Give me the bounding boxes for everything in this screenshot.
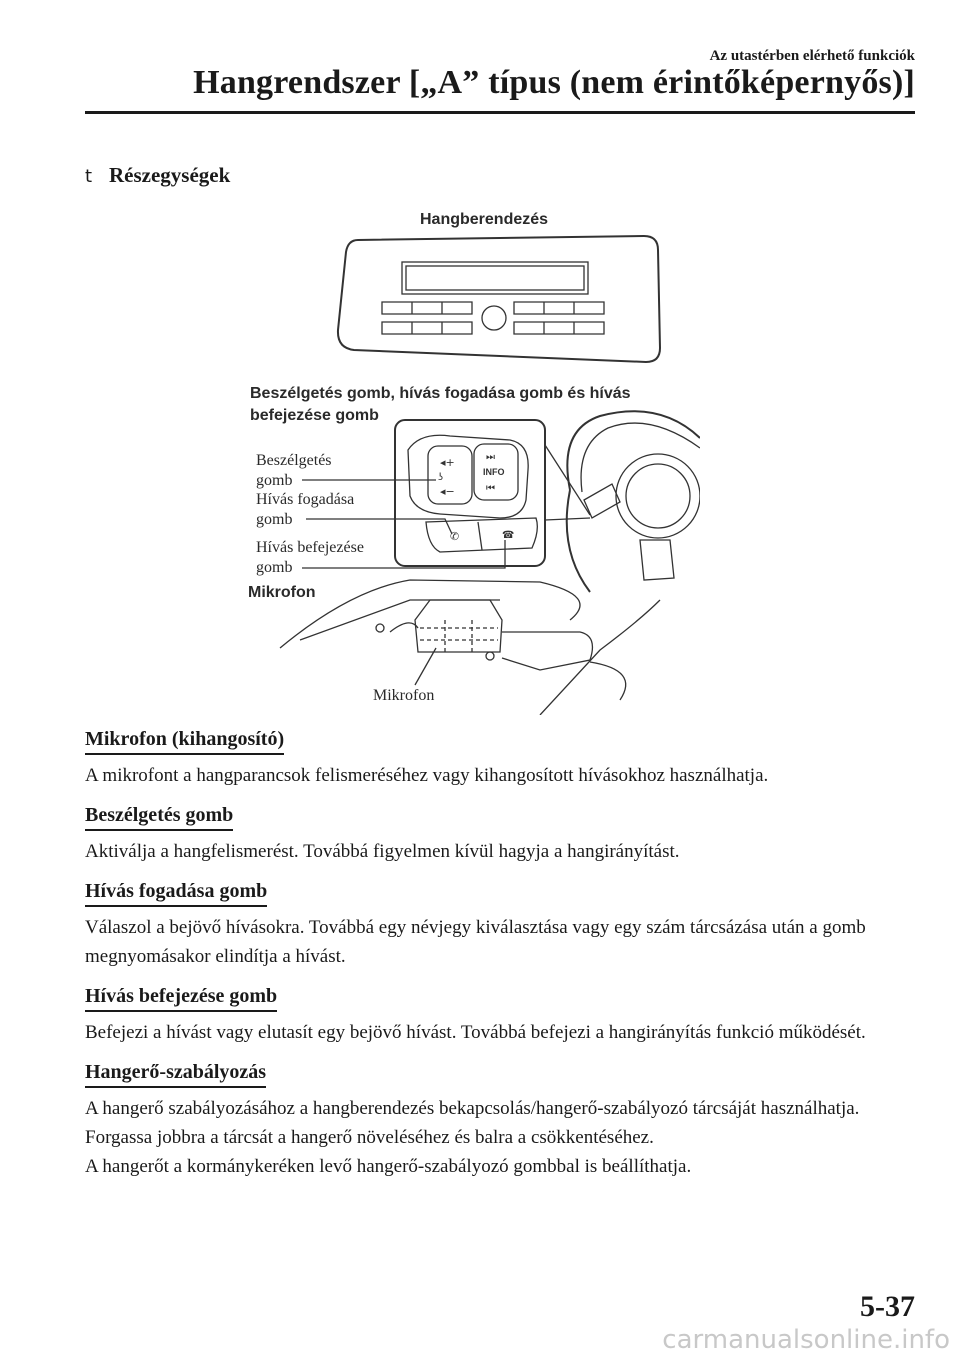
heading-volume: Hangerő-szabályozás: [85, 1061, 266, 1088]
item-microphone: [85, 728, 915, 790]
talk-icon: ʖ: [438, 472, 444, 483]
steering-switch-inset: [395, 420, 545, 566]
section-title: [85, 163, 230, 188]
volume-down-icon: ◂−: [440, 485, 455, 498]
audio-buttons-left: [382, 302, 472, 334]
item-pickup-button: [85, 866, 915, 971]
page-title: Hangrendszer [„A” típus (nem érintőképernyős)]: [193, 64, 915, 101]
microphone-label: Mikrofon: [248, 584, 316, 601]
text-microphone: A mikrofont a hangparancsok felismeréséhez vagy kihangosított hívásokhoz használhatja.: [85, 765, 769, 786]
hangup-icon: ☎: [502, 530, 515, 541]
watermark: carmanualsonline.info: [662, 1325, 950, 1355]
chapter-title: Az utastérben elérhető funkciók: [709, 48, 915, 64]
item-volume: [85, 1047, 915, 1181]
callout-talk-line2: gomb: [256, 472, 293, 489]
heading-microphone: Mikrofon (kihangosító): [85, 728, 284, 755]
buttons-label-line1: Beszélgetés gomb, hívás fogadása gomb és hívás: [250, 385, 631, 402]
steering-wheel: [567, 411, 700, 592]
section-bullet: t: [85, 166, 93, 187]
seek-up-icon: ⏭: [486, 452, 495, 463]
page-number: 5-37: [860, 1290, 915, 1323]
components-illustration: [240, 200, 700, 715]
audio-unit: [338, 236, 660, 362]
descriptions: [85, 728, 915, 1181]
audio-unit-label: Hangberendezés: [420, 211, 549, 228]
volume-up-icon: ◂+: [440, 456, 455, 469]
heading-pickup-button: Hívás fogadása gomb: [85, 880, 267, 907]
buttons-label-line2: befejezése gomb: [250, 407, 379, 424]
section-title-text: Részegységek: [109, 163, 231, 187]
callout-pickup-line2: gomb: [256, 511, 293, 528]
callout-microphone-line: [415, 648, 436, 685]
title-rule: [85, 111, 915, 114]
overhead-console: [280, 580, 660, 715]
text-pickup-button: Válaszol a bejövő hívásokra. Továbbá egy névjegy kiválasztása vagy egy szám tárcsázása után a gomb megnyomásakor elindítja a hívást.: [85, 917, 866, 967]
callout-hangup-line1: Hívás befejezése: [256, 539, 364, 556]
volume-knob: [482, 306, 506, 330]
callout-microphone: Mikrofon: [373, 687, 435, 704]
audio-buttons-right: [514, 302, 604, 334]
info-button-label: INFO: [483, 467, 505, 477]
callout-hangup-line2: gomb: [256, 559, 293, 576]
components-figure: [240, 200, 700, 715]
heading-hangup-button: Hívás befejezése gomb: [85, 985, 277, 1012]
callout-talk-line1: Beszélgetés: [256, 452, 332, 469]
seek-down-icon: ⏮: [486, 483, 495, 494]
text-hangup-button: Befejezi a hívást vagy elutasít egy bejövő hívást. Továbbá befejezi a hangirányítás funkció működését.: [85, 1022, 866, 1043]
callout-pickup-line1: Hívás fogadása: [256, 491, 355, 508]
pickup-icon: ✆: [450, 530, 460, 543]
item-talk-button: [85, 790, 915, 866]
item-hangup-button: [85, 971, 915, 1047]
heading-talk-button: Beszélgetés gomb: [85, 804, 233, 831]
text-volume: A hangerő szabályozásához a hangberendezés bekapcsolás/hangerő-szabályozó tárcsáját használhatja. Forgassa jobbra a tárcsát a hangerő növeléséhez és balra a csökkentéséhez. A hangerőt a kormánykeréken levő hangerő-szabályozó gombbal is beállíthatja.: [85, 1098, 860, 1177]
text-talk-button: Aktiválja a hangfelismerést. Továbbá figyelmen kívül hagyja a hangirányítást.: [85, 841, 680, 862]
